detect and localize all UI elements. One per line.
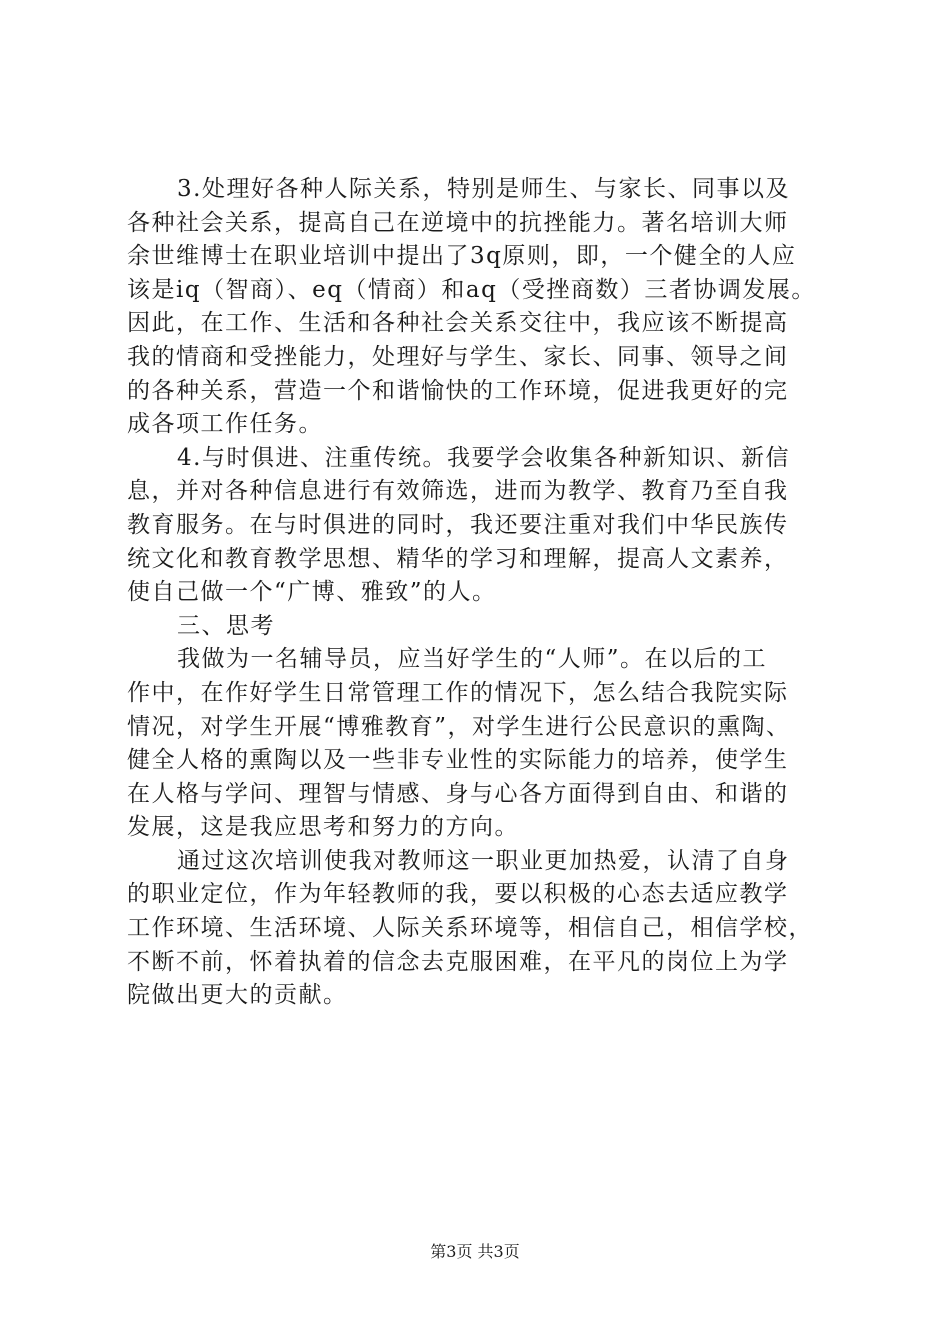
- text-line: 统文化和教育教学思想、精华的学习和理解，提高人文素养，: [127, 545, 789, 572]
- text-line: 成各项工作任务。: [127, 411, 323, 438]
- text-line: 因此，在工作、生活和各种社会关系交往中，我应该不断提高: [127, 310, 789, 337]
- text-line: 息，并对各种信息进行有效筛选，进而为教学、教育乃至自我: [127, 478, 789, 505]
- text-line: 余世维博士在职业培训中提出了3q原则，即，一个健全的人应: [127, 243, 797, 270]
- text-line: 健全人格的熏陶以及一些非专业性的实际能力的培养，使学生: [127, 747, 789, 774]
- text-line: 教育服务。在与时俱进的同时，我还要注重对我们中华民族传: [127, 511, 789, 538]
- text-line: 我做为一名辅导员，应当好学生的“人师”。在以后的工: [177, 646, 768, 673]
- text-line: 作中，在作好学生日常管理工作的情况下，怎么结合我院实际: [127, 679, 789, 706]
- text-line: 该是iq（智商）、eq（情商）和aq（受挫商数）三者协调发展。: [127, 276, 816, 303]
- text-line: 发展，这是我应思考和努力的方向。: [127, 814, 519, 841]
- text-line: 使自己做一个“广博、雅致”的人。: [127, 579, 497, 606]
- text-line: 院做出更大的贡献。: [127, 982, 348, 1009]
- text-line: 的各种关系，营造一个和谐愉快的工作环境，促进我更好的完: [127, 377, 789, 404]
- document-body: [127, 173, 827, 1013]
- text-line: 4.与时俱进、注重传统。我要学会收集各种新知识、新信: [177, 444, 790, 471]
- text-line: 3.处理好各种人际关系，特别是师生、与家长、同事以及: [177, 176, 790, 202]
- text-line: 三、思考: [177, 612, 275, 639]
- text-line: 我的情商和受挫能力，处理好与学生、家长、同事、领导之间: [127, 343, 789, 370]
- text-line: 工作环境、生活环境、人际关系环境等，相信自己，相信学校，: [127, 915, 813, 942]
- text-line: 情况，对学生开展“博雅教育”，对学生进行公民意识的熏陶、: [127, 713, 791, 740]
- text-line: 不断不前，怀着执着的信念去克服困难，在平凡的岗位上为学: [127, 948, 789, 975]
- page-footer: 第3页 共3页: [430, 1242, 520, 1261]
- text-line: 各种社会关系，提高自己在逆境中的抗挫能力。著名培训大师: [127, 209, 789, 236]
- text-line: 的职业定位，作为年轻教师的我，要以积极的心态去适应教学: [127, 881, 789, 908]
- text-line: 通过这次培训使我对教师这一职业更加热爱，认清了自身: [177, 847, 790, 874]
- text-line: 在人格与学问、理智与情感、身与心各方面得到自由、和谐的: [127, 780, 789, 807]
